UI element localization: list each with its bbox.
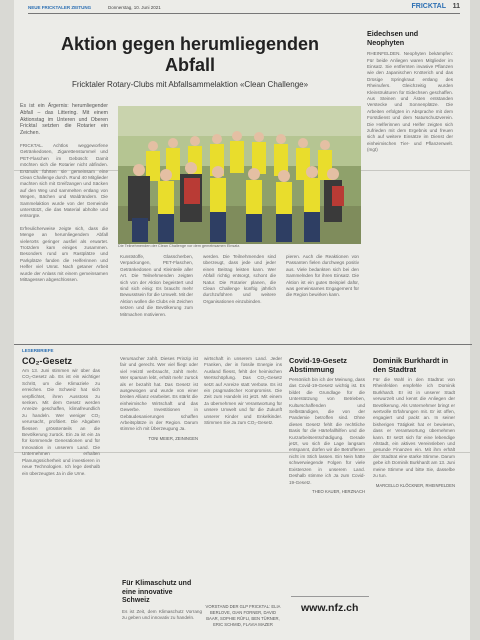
article-lead-column xyxy=(20,103,108,284)
letter-column xyxy=(120,356,198,442)
page-number: 11 xyxy=(452,3,460,10)
letter-heading: CO₂-Gesetz xyxy=(22,356,73,366)
website-link[interactable]: www.nfz.ch xyxy=(301,602,359,614)
letter-text: Es ist Zeit, dem Klimaschutz Vorrang zu geben und innovativ zu handeln. xyxy=(122,608,202,621)
article-column: pieren. Auch die Reaktionen von Passanten fielen durchwegs positiv aus. Viele bedankten sich bei den Sammelnden für ihren Einsatz. Die Aktion ist ein gutes Beispiel dafür, was gemeinsames Engagement für die Region bewirken kann. xyxy=(286,254,359,298)
letter-title: Covid-19-Gesetz Abstimmung xyxy=(289,356,347,374)
letter-covid xyxy=(289,356,365,494)
sidebar-body: RHEINFELDEN. Neophyten bekämpfen: Für beide Anliegen waren Mitglieder im Einsatz. Sie entfernten invasive Pflanzen wie den Japanischen Knöterich und das Drüsige Springkraut entlang des Rheinufers. Gleichzeitig wurden Kleinstrukturen für Eidechsen geschaffen. Aus Steinen und Ästen entstanden Verstecke und Sonnenplätze. Die Arbeiten erfolgten in Absprache mit dem Forstdienst und dem Naturschutzverein. Die Helferinnen und Helfer zeigten sich zufrieden mit dem Ergebnis und freuen sich auf weitere Einsätze im Dienst der einheimischen Tier- und Pflanzenwelt. (mgt) xyxy=(367,51,453,153)
footer-rule xyxy=(291,596,369,597)
letter-column: Am 13. Juni stimmen wir über das CO₂-Gesetz ab. Es ist ein wichtiger Schritt, um die Klimaziele zu erreichen. Die Schweiz hat sich verpflichtet, ihren Ausstoss zu senken. Mit dem Gesetz werden Anreize geschaffen, klimafreundlich zu handeln. Wer weniger CO₂ verursacht, profitiert. Die Abgaben fliessen grösstenteils an die Bevölkerung zurück. Ein Ja ist ein Ja für kommende Generationen und für Innovation in unserem Land. Die Unternehmen erhalten Planungssicherheit und investieren in neue Technologien. Ich lege deshalb ein überzeugtes Ja in die Urne. xyxy=(22,368,100,476)
letter-title: Dominik Burkhardt in den Stadtrat xyxy=(373,356,449,374)
group-photo xyxy=(118,106,361,244)
article-lead: Es ist ein Ärgernis: herumliegender Abfall – das Littering. Mit einem Aktionstag im Unteren und Oberen Fricktal setzten die Rotarier ein Zeichen. xyxy=(20,103,108,137)
section-name: FRICKTAL xyxy=(411,3,446,10)
sidebar-article xyxy=(367,30,453,154)
letter-text: Persönlich bin ich der Meinung, dass das Covid-19-Gesetz wichtig ist. Es bildet die Grundlage für die Unterstützung von Betrieben, Kulturschaffenden und Selbständigen, die von der Pandemie betroffen sind. Ohne dieses Gesetz fehlt die rechtliche Basis für die Härtefallhilfen und die Kurzarbeitsentschädigung. Gerade jetzt, wo sich die Lage langsam entspannt, dürfen wir die Betroffenen nicht im Stich lassen. Ein Nein hätte schwerwiegende Folgen für viele Existenzen in unserem Land. Deshalb stimme ich Ja zum Covid-19-Gesetz. xyxy=(289,377,365,485)
group-photo-illustration xyxy=(118,106,361,244)
article-subtitle: Fricktaler Rotary-Clubs mit Abfallsammelaktion «Clean Challenge» xyxy=(71,80,309,89)
letter-signature: THEO KAUER, HERZNACH xyxy=(312,488,365,494)
section-tag: LESERBRIEFE xyxy=(22,348,54,353)
sidebar-title: Eidechsen und Neophyten xyxy=(367,29,419,47)
letter-signatories: VORSTAND DER GLP FRICKTAL: ELIA BERLOVE, GIAN FORNER, DAVID BAAR, SOPHIE RÜFLI, BEN TÜRNER, ERIC SCHMID, FLAVIA MAZER xyxy=(205,604,281,627)
paper-name: NEUE FRICKTALER ZEITUNG xyxy=(28,5,92,10)
article-body: Erfreulicherweise zeigte sich, dass die Menge an herumliegendem Abfall vielerorts geringer ausfiel als erwartet. Trotzdem kam einiges zusammen. Besonders rund um Rastplätze und Parkplätze fanden die Helferinnen und Helfer viel Unrat. Nach getaner Arbeit wurde der Anlass mit einem gemeinsamen Mittagessen abgeschlossen. xyxy=(20,225,108,283)
issue-date: Donnerstag, 10. Juni 2021 xyxy=(108,5,161,10)
letter-klimaschutz xyxy=(122,580,202,622)
letter-text: Verursacher zahlt. Dieses Prinzip ist fair und gerecht. Wer viel fliegt oder viel Heizöl verbraucht, zahlt mehr. Wer sparsam lebt, erhält mehr zurück als er bezahlt hat. Das Gesetz ist ausgewogen und wurde von einer breiten Allianz erarbeitet. Es stärkt die einheimische Wirtschaft und das Gewerbe. Investitionen in Gebäudesanierungen schaffen Arbeitsplätze in der Region. Darum stimme ich mit Überzeugung Ja. xyxy=(120,356,198,432)
letter-dominik xyxy=(373,356,455,488)
article-title: Aktion gegen herumliegenden Abfall xyxy=(60,34,320,75)
header-rule xyxy=(28,13,460,14)
article-column: Kunststoffe, Glasscherben, Verpackungen, PET-Flaschen, Getränkedosen und Kleinteile aller Art. Die Teilnehmenden zeigten sich von der Aktion begeistert und sind sich einig: Es braucht mehr Bewusstsein für die Umwelt. Mit der Aktion wollen die Clubs ein Zeichen setzen und die Bevölkerung zum Mitmachen motivieren. xyxy=(120,254,194,317)
section-rule xyxy=(14,344,472,345)
letter-signature: MARCELLO KLÖCKNER, RHEINFELDEN xyxy=(375,482,455,488)
photo-caption: Die Teilnehmenden der Clean Challenge vor dem gemeinsamen Einsatz. xyxy=(118,244,241,248)
article-column: werden. Die Teilnehmenden sind überzeugt, dass jede und jeder einen Beitrag leisten kann. Wer Abfall richtig entsorgt, schont die Natur. Die Rotarier planen, die Clean Challenge künftig jährlich durchzuführen und weitere Organisationen einzubinden. xyxy=(203,254,276,304)
letter-text: Für die Wahl in den Stadtrat von Rheinfelden empfehle ich Dominik Burkhardt. Er ist in unserer Stadt verwurzelt und kennt die Anliegen der Bevölkerung. Als Unternehmer bringt er wertvolle Erfahrungen mit. Er ist offen, engagiert und packt an. In seiner bisherigen Tätigkeit hat er bewiesen, dass er Verantwortung übernehmen kann. Er setzt sich für eine lebendige Altstadt, ein aktives Vereinsleben und gesunde Finanzen ein. Mit ihm erhält der Stadtrat eine starke Stimme. Darum gebe ich Dominik Burkhardt am 13. Juni meine Stimme und bitte Sie, dasselbe zu tun. xyxy=(373,377,455,479)
article-body: FRICKTAL. Achtlos weggeworfene Getränkedosen, Zigarettenstummel und PET-Flaschen im Gebüsch: Damit möchten sich die Rotarier nicht abfinden. Erstmals führten sie gemeinsam eine Clean Challenge durch. Rund 40 Mitglieder machten sich mit Greifzangen und Säcken auf den Weg und sammelten entlang von Wegen, Bächen und Waldrändern. Die Sammelaktion wurde von der Gemeinde unterstützt, die das Material abholte und entsorgte. xyxy=(20,142,108,219)
letter-title: Für Klimaschutz und eine innovative Schweiz xyxy=(122,580,192,605)
letter-signature: TONI MEIER, ZEININGEN xyxy=(148,435,198,441)
letter-column: wirtschaft in unserem Land. Jeder Franken, der in fossile Energie ins Ausland fliesst, fehlt der heimischen Wertschöpfung. Das CO₂-Gesetz setzt auf Anreize statt Verbote. Es ist ein pragmatischer Kompromiss. Die Zeit zum Handeln ist jetzt. Mit einem Ja übernehmen wir Verantwortung für unsere Umwelt und für die Zukunft unserer Kinder und Enkelkinder. Stimmen Sie Ja zum CO₂-Gesetz. xyxy=(204,356,282,426)
page-header xyxy=(28,3,460,13)
